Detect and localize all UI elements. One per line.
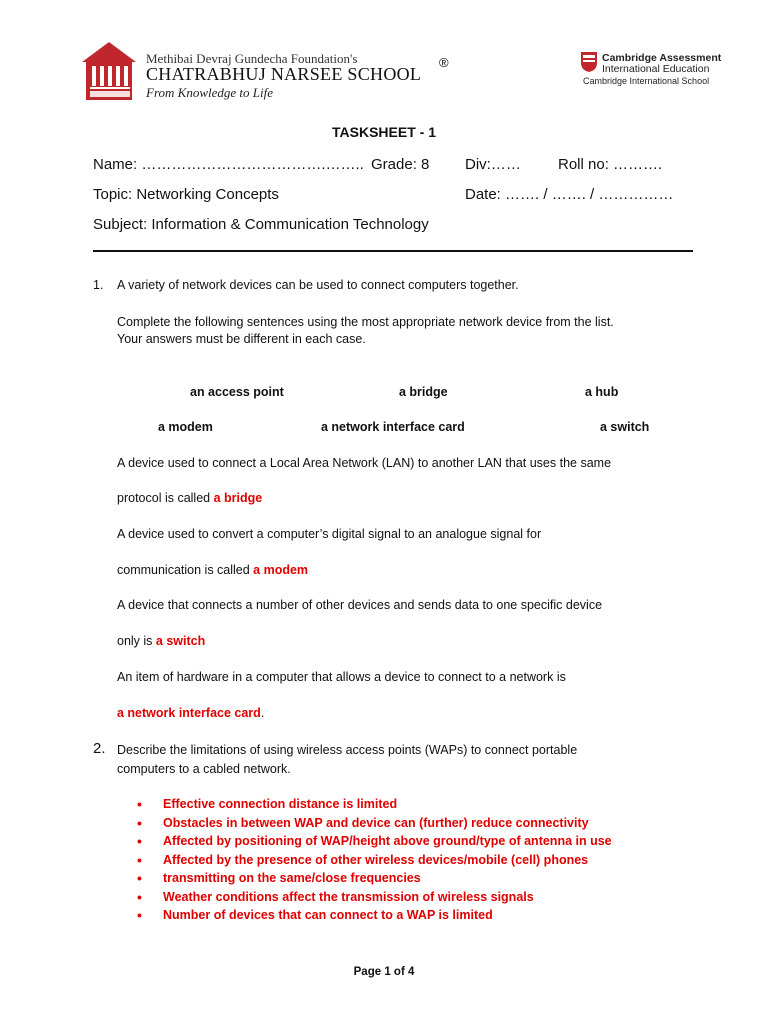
answer-switch: a switch <box>155 634 206 648</box>
cambridge-line-1: Cambridge Assessment <box>602 52 722 64</box>
option-modem: a modem <box>158 420 213 434</box>
sentence-3-line-2: only is a switch <box>117 634 206 648</box>
name-field: Name: ……………………………….…….. <box>93 156 364 173</box>
option-bridge: a bridge <box>399 385 448 399</box>
answer-modem: a modem <box>253 563 309 577</box>
date-field: Date: ……. / ……. / …………… <box>465 186 674 203</box>
sentence-2-line-2: communication is called a modem <box>117 563 309 577</box>
school-name: CHATRABHUJ NARSEE SCHOOL <box>146 64 422 84</box>
question-2-text: Describe the limitations of using wireless access points (WAPs) to connect portable <box>117 743 578 757</box>
question-1-instruction-2: Your answers must be different in each case. <box>117 332 366 346</box>
answer-item: • Obstacles in between WAP and device can (further) reduce connectivity <box>137 816 612 835</box>
question-2-number: 2. <box>93 740 106 757</box>
answer-item: • Number of devices that can connect to a WAP is limited <box>137 908 612 927</box>
cambridge-line-2: International Education <box>602 63 710 75</box>
answer-item: • Affected by the presence of other wireless devices/mobile (cell) phones <box>137 853 612 872</box>
page-number: Page 1 of 4 <box>353 966 415 978</box>
answer-item: • Weather conditions affect the transmission of wireless signals <box>137 890 612 909</box>
subject-field: Subject: Information & Communication Technology <box>93 216 429 233</box>
option-switch: a switch <box>600 420 650 434</box>
sheet-title: TASKSHEET - 1 <box>332 124 436 140</box>
sentence-4-line-1: An item of hardware in a computer that allows a device to connect to a network is <box>117 670 566 684</box>
answer-list <box>137 797 612 927</box>
sentence-1-line-1: A device used to connect a Local Area Network (LAN) to another LAN that uses the same <box>117 456 612 470</box>
sentence-3-line-1: A device that connects a number of other devices and sends data to one specific device <box>117 598 603 612</box>
answer-item: • Affected by positioning of WAP/height above ground/type of antenna in use <box>137 834 612 853</box>
question-2-text-2: computers to a cabled network. <box>117 762 291 776</box>
answer-nic: a network interface card <box>117 706 261 720</box>
option-access-point: an access point <box>190 385 284 399</box>
sentence-2-line-1: A device used to convert a computer’s digital signal to an analogue signal for <box>117 527 542 541</box>
cambridge-line-3: Cambridge International School <box>583 76 710 86</box>
sentence-1-line-2: protocol is called a bridge <box>117 491 263 505</box>
school-tagline: From Knowledge to Life <box>146 85 273 100</box>
topic-field: Topic: Networking Concepts <box>93 186 279 203</box>
header-divider <box>93 250 693 252</box>
foundation-name: Methibai Devraj Gundecha Foundation's <box>146 51 358 66</box>
answer-item: • Effective connection distance is limited <box>137 797 612 816</box>
question-1-instruction: Complete the following sentences using the most appropriate network device from the list. <box>117 315 614 329</box>
option-hub: a hub <box>585 385 619 399</box>
registered-mark: ® <box>439 55 449 70</box>
grade-field: Grade: 8 <box>371 156 430 173</box>
answer-bridge: a bridge <box>213 491 263 505</box>
sentence-4-line-2: a network interface card. <box>117 706 265 720</box>
option-nic: a network interface card <box>321 420 465 434</box>
school-logo <box>80 40 138 102</box>
answer-item: • transmitting on the same/close frequencies <box>137 871 612 890</box>
div-field: Div:…… <box>465 156 521 173</box>
question-1-intro: A variety of network devices can be used to connect computers together. <box>117 278 519 292</box>
question-1-number: 1. <box>93 278 104 292</box>
roll-no-field: Roll no: ………. <box>558 156 663 173</box>
